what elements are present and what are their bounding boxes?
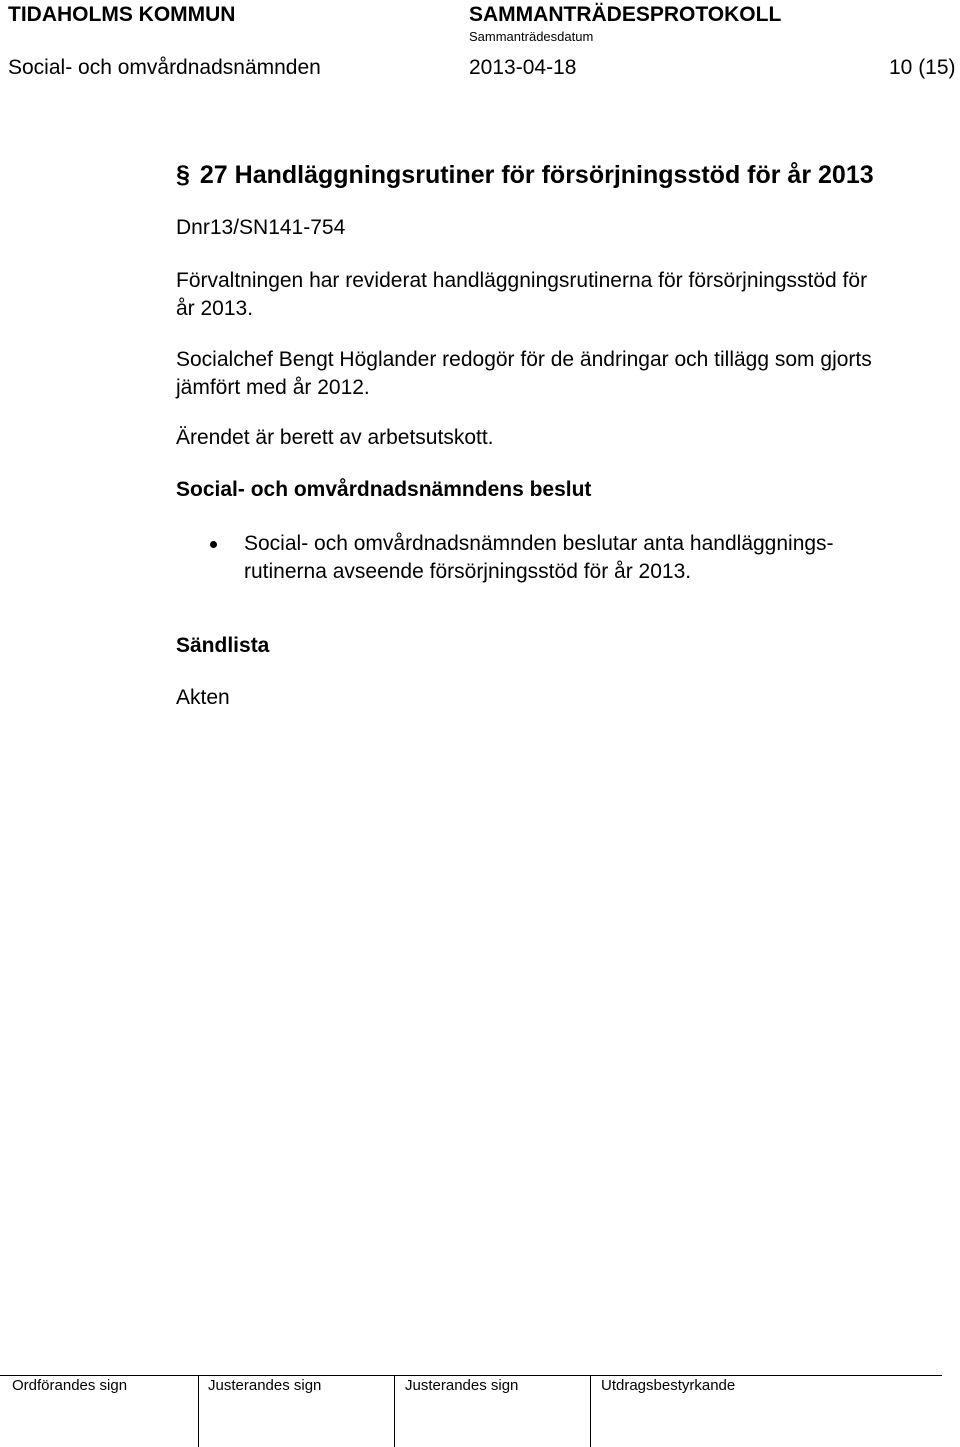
footer-column-divider [590,1375,591,1447]
page-number: 10 (15) [889,56,956,79]
footer-adjuster-sign-1: Justerandes sign [208,1377,322,1394]
paragraph-sign: § [176,161,190,189]
decision-line-1: Social- och omvårdnadsnämnden beslutar anta handläggnings- [244,532,834,555]
distribution-item: Akten [176,686,230,709]
protocol-title: SAMMANTRÄDESPROTOKOLL [469,3,782,26]
date-label: Sammanträdesdatum [469,29,594,44]
footer-column-divider [198,1375,199,1447]
meeting-date: 2013-04-18 [469,56,577,79]
footer-chair-sign: Ordförandes sign [12,1377,128,1394]
decision-line-2: rutinerna avseende försörjningsstöd för år 2013. [244,560,692,583]
footer-divider [0,1375,942,1376]
municipality-name: TIDAHOLMS KOMMUN [8,3,236,26]
decision-heading: Social- och omvårdnadsnämndens beslut [176,478,592,501]
diary-number: Dnr13/SN141-754 [176,216,346,239]
paragraph-1-line-2: år 2013. [176,297,254,320]
section-heading [176,161,874,190]
paragraph-3: Ärendet är berett av arbetsutskott. [176,426,494,449]
footer-extract-certification: Utdragsbestyrkande [601,1377,736,1394]
footer-adjuster-sign-2: Justerandes sign [405,1377,519,1394]
paragraph-2-line-2: jämfört med år 2012. [176,376,370,399]
distribution-heading: Sändlista [176,634,270,657]
paragraph-1-line-1: Förvaltningen har reviderat handläggningsrutinerna för försörjningsstöd för [176,269,868,292]
footer-column-divider [394,1375,395,1447]
committee-name: Social- och omvårdnadsnämnden [8,56,321,79]
paragraph-2-line-1: Socialchef Bengt Höglander redogör för de ändringar och tillägg som gjorts [176,348,872,371]
section-title: 27 Handläggningsrutiner för försörjningsstöd för år 2013 [199,161,874,189]
bullet-icon [210,541,217,548]
